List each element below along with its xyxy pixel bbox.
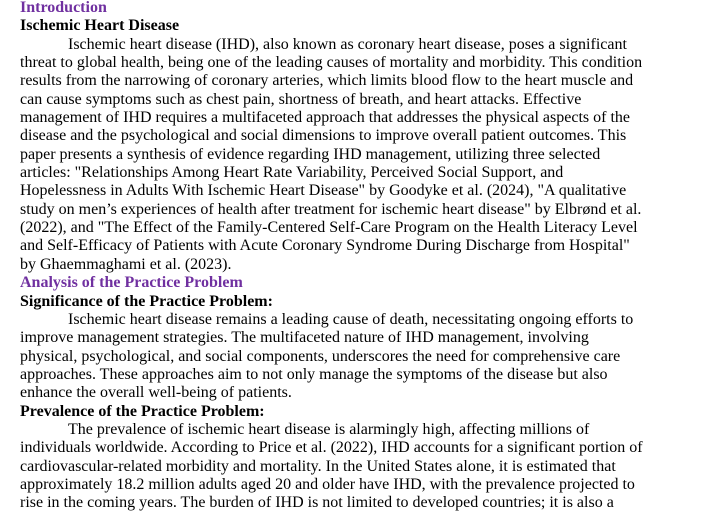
paragraph-line: rise in the coming years. The burden of IHD is not limited to developed countries; it is also a [20, 494, 614, 512]
paragraph-line: articles: "Relationships Among Heart Rate Variability, Perceived Social Support, and [20, 164, 564, 182]
paragraph-line: enhance the overall well-being of patients. [20, 384, 292, 402]
heading-analysis: Analysis of the Practice Problem [20, 274, 243, 292]
prevalence-paragraph [20, 421, 710, 513]
paragraph-line: Ischemic heart disease (IHD), also known as coronary heart disease, poses a significant [68, 35, 627, 53]
paragraph-line: cardiovascular-related morbidity and mortality. In the United States alone, it is estimated that [20, 457, 616, 475]
paragraph-line: physical, psychological, and social components, underscores the need for comprehensive care [20, 347, 621, 365]
paragraph-line: improve management strategies. The multifaceted nature of IHD management, involving [20, 329, 589, 347]
subheading-ischemic-heart-disease: Ischemic Heart Disease [20, 17, 180, 35]
subheading-prevalence: Prevalence of the Practice Problem: [20, 402, 265, 420]
paragraph-line: approximately 18.2 million adults aged 20 and older have IHD, with the prevalence projected to [20, 475, 635, 493]
document-body [20, 0, 710, 513]
paragraph-line: Ischemic heart disease remains a leading cause of death, necessitating ongoing efforts to [68, 310, 634, 328]
heading-introduction: Introduction [20, 0, 107, 16]
paragraph-line: and Self-Efficacy of Patients with Acute Coronary Syndrome During Discharge from Hospital" [20, 237, 630, 255]
introduction-paragraph [20, 36, 710, 274]
paragraph-line: threat to global health, being one of the leading causes of mortality and morbidity. This condition [20, 54, 643, 72]
paragraph-line: Hopelessness in Adults With Ischemic Heart Disease" by Goodyke et al. (2024), "A qualitative [20, 182, 627, 200]
paragraph-line: The prevalence of ischemic heart disease is alarmingly high, affecting millions of [68, 420, 590, 438]
paragraph-line: by Ghaemmaghami et al. (2023). [20, 255, 232, 273]
significance-paragraph [20, 311, 710, 403]
subheading-significance: Significance of the Practice Problem: [20, 292, 273, 310]
paragraph-line: can cause symptoms such as chest pain, shortness of breath, and heart attacks. Effective [20, 90, 582, 108]
paragraph-line: approaches. These approaches aim to not only manage the symptoms of the disease but also [20, 365, 608, 383]
paragraph-line: disease and the psychological and social dimensions to improve overall patient outcomes. This [20, 127, 627, 145]
paragraph-line: individuals worldwide. According to Price et al. (2022), IHD accounts for a significant portion of [20, 439, 643, 457]
paragraph-line: (2022), and "The Effect of the Family-Centered Self-Care Program on the Health Literacy Level [20, 219, 638, 237]
paragraph-line: results from the narrowing of coronary arteries, which limits blood flow to the heart muscle and [20, 72, 634, 90]
paragraph-line: paper presents a synthesis of evidence regarding IHD management, utilizing three selected [20, 145, 601, 163]
paragraph-line: management of IHD requires a multifaceted approach that addresses the physical aspects of the [20, 109, 630, 127]
paragraph-line: study on men’s experiences of health after treatment for ischemic heart disease" by Elbrønd et al. [20, 200, 642, 218]
